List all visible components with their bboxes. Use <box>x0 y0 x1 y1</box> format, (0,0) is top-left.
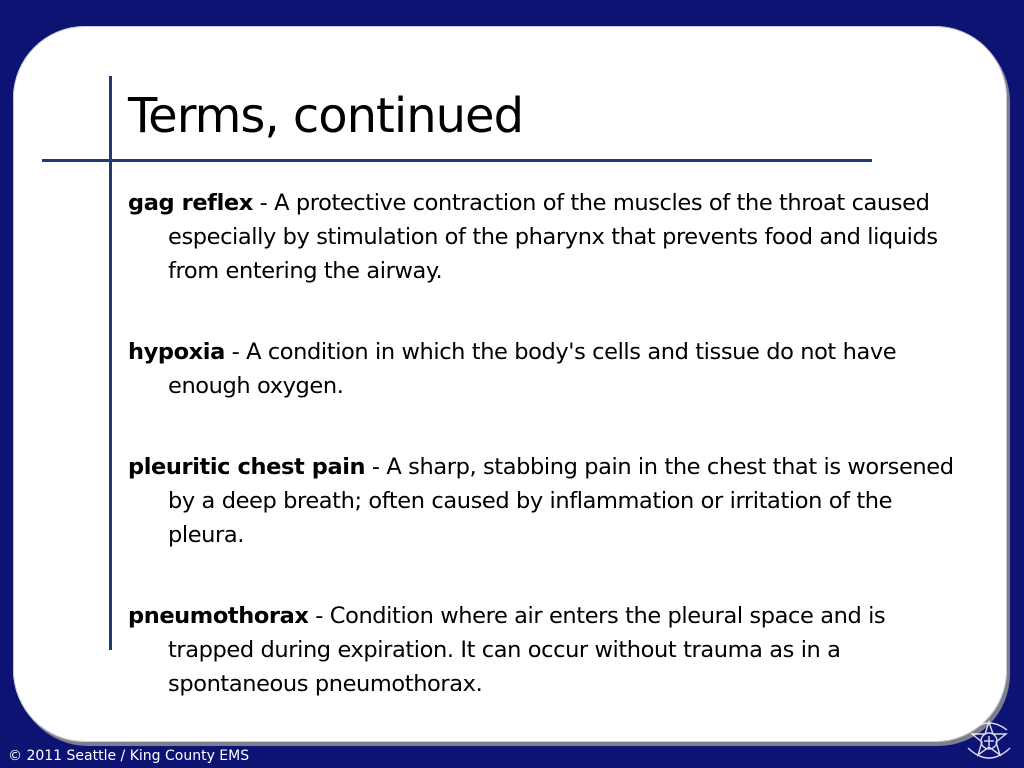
term-separator: - <box>252 190 275 216</box>
term-item-pneumothorax <box>128 599 966 701</box>
term-definition: Condition where air enters the pleural space and is trapped during expiration. It can occur without trauma as in a spontaneous pneumothorax. <box>168 603 886 697</box>
term-definition: A condition in which the body's cells and tissue do not have enough oxygen. <box>168 339 897 399</box>
term-separator: - <box>224 339 247 365</box>
term-name: gag reflex <box>128 190 253 216</box>
term-definition: A sharp, stabbing pain in the chest that is worsened by a deep breath; often caused by inflammation or irritation of the pleura. <box>168 454 954 548</box>
term-item-pleuritic-chest-pain <box>128 450 966 552</box>
term-separator: - <box>308 603 330 629</box>
term-name: hypoxia <box>128 339 225 365</box>
term-item-gag-reflex <box>128 186 966 288</box>
slide-title: Terms, continued <box>128 88 524 144</box>
vertical-rule <box>109 76 112 650</box>
term-definition: A protective contraction of the muscles of the throat caused especially by stimulation of the pharynx that prevents food and liquids from entering the airway. <box>168 190 938 284</box>
ems-seal-icon <box>962 718 1016 766</box>
term-name: pleuritic chest pain <box>128 454 366 480</box>
terms-list <box>128 186 966 748</box>
term-separator: - <box>365 454 387 480</box>
footer-copyright: © 2011 Seattle / King County EMS <box>8 748 250 764</box>
title-underline-rule <box>42 159 872 162</box>
term-name: pneumothorax <box>128 603 309 629</box>
term-item-hypoxia <box>128 335 966 403</box>
